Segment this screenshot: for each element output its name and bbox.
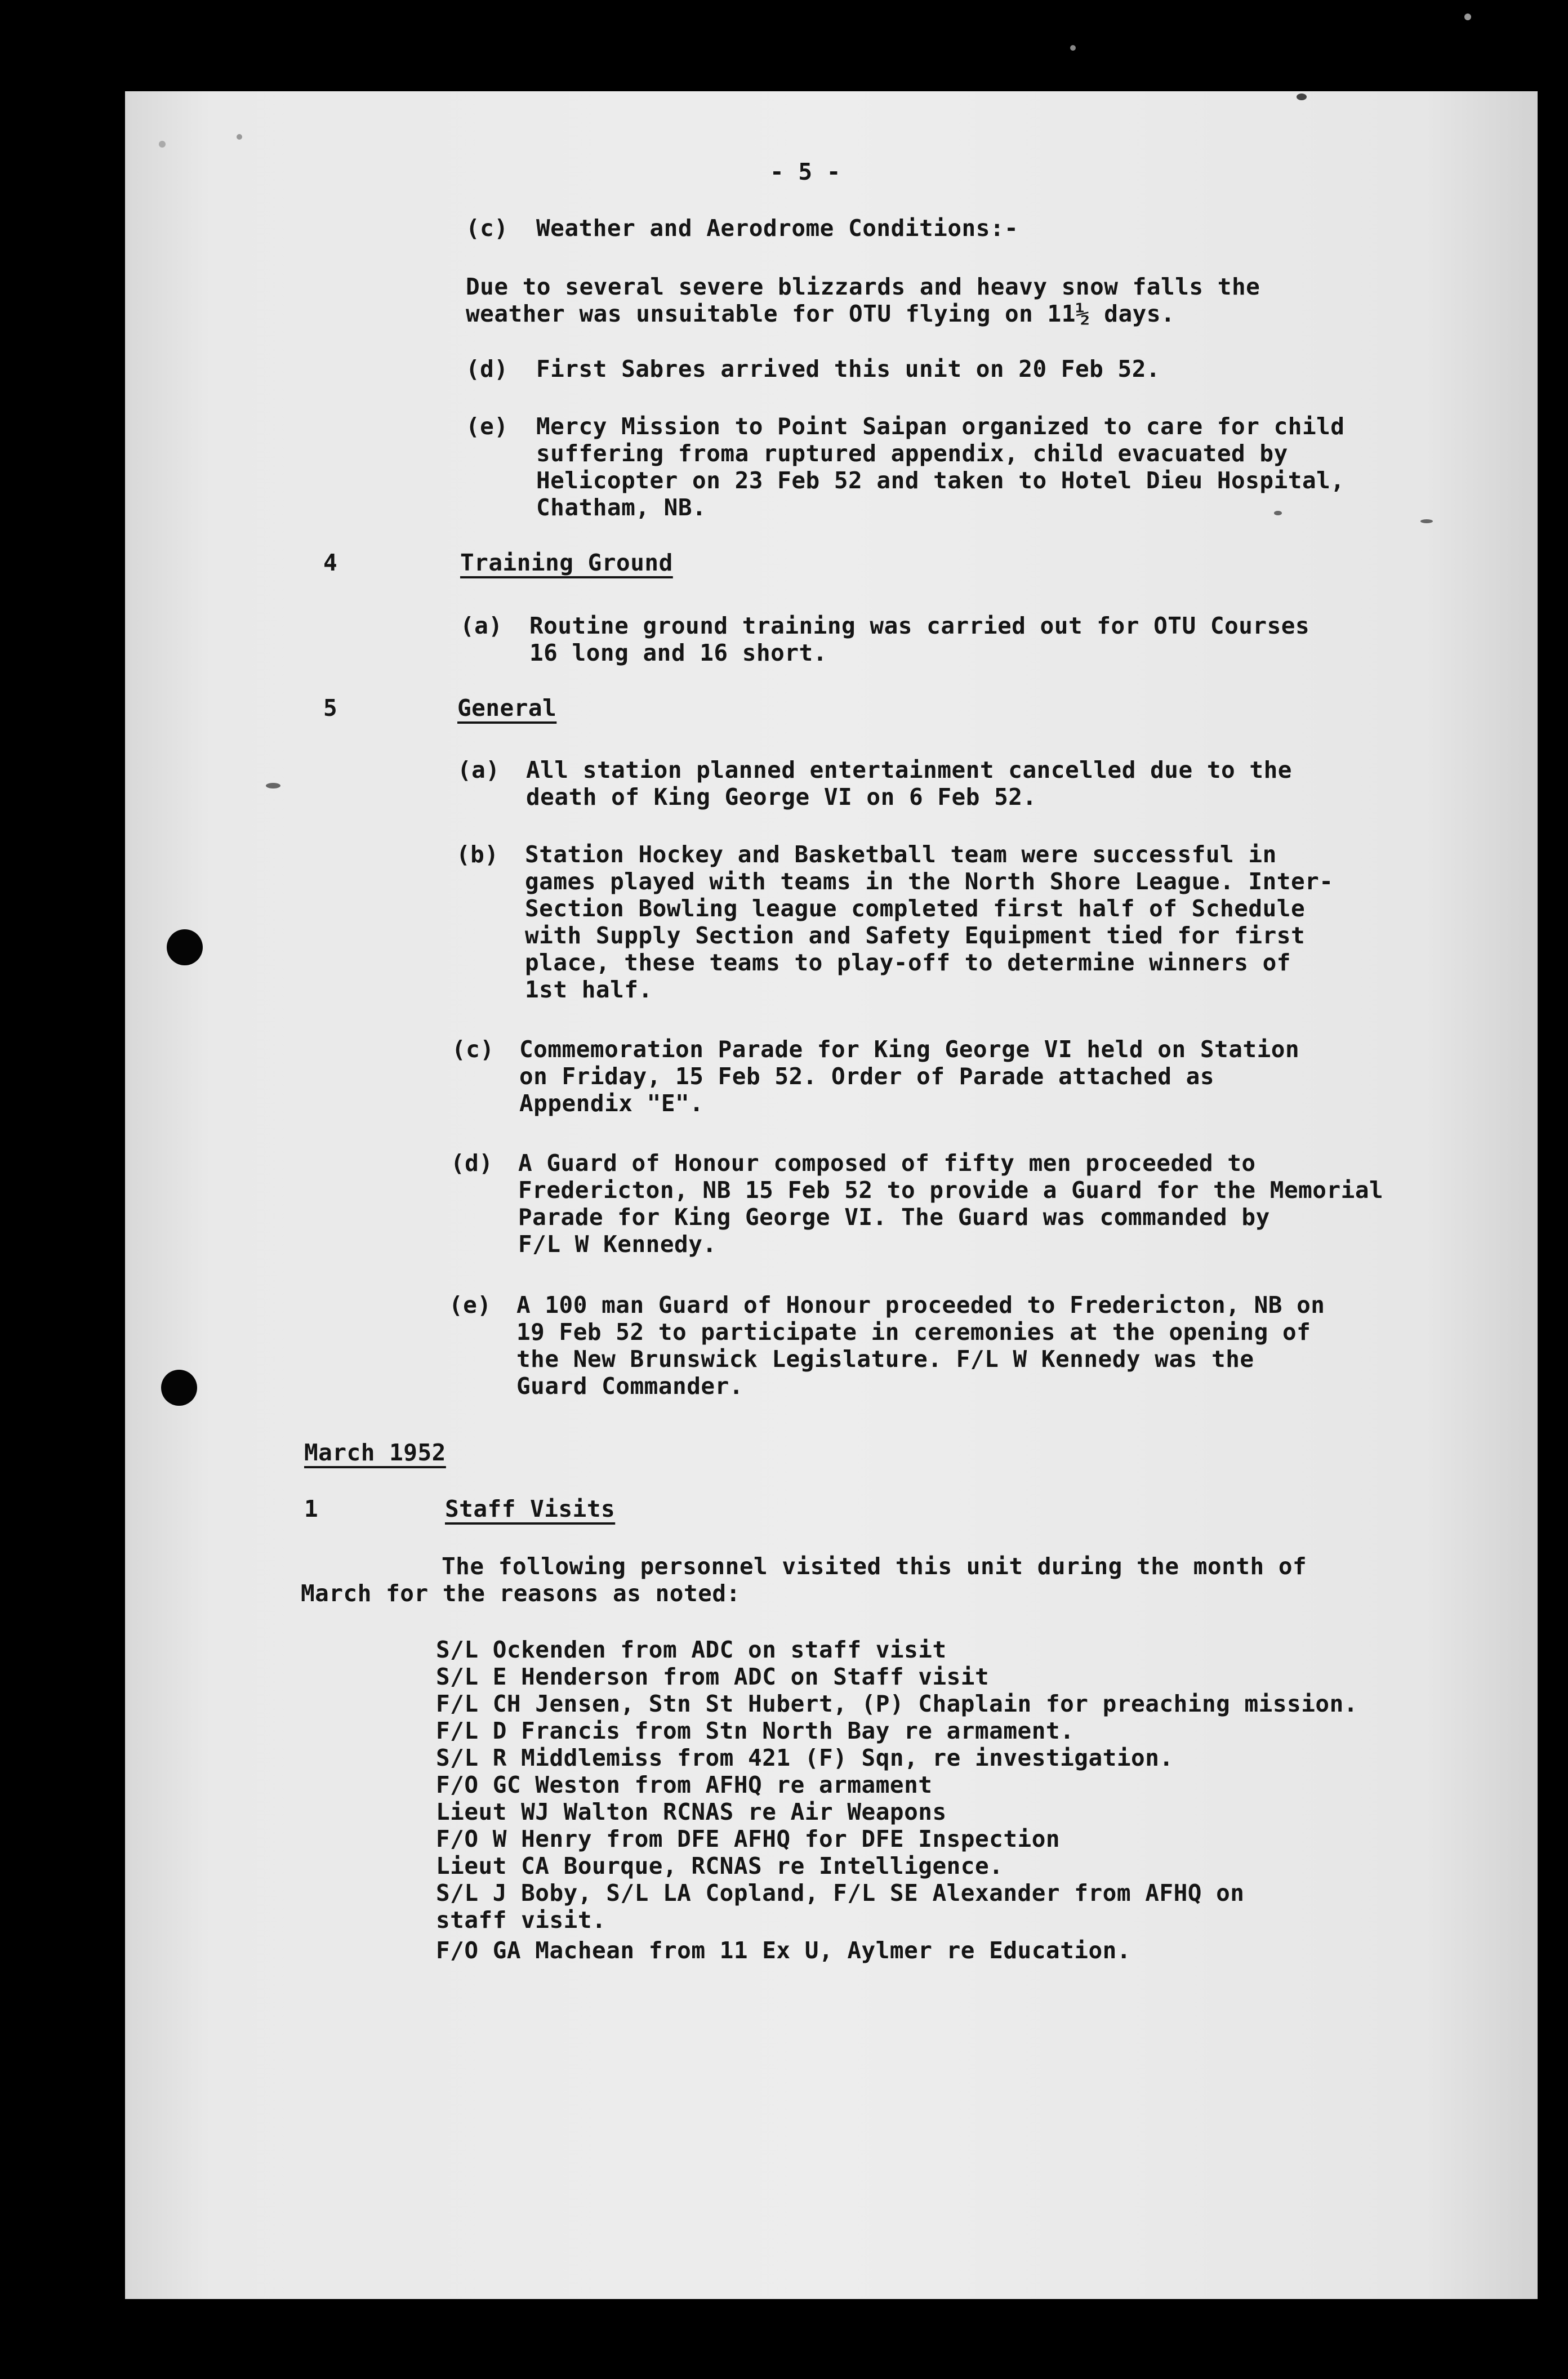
item-line: Fredericton, NB 15 Feb 52 to provide a Guard for the Memorial xyxy=(518,1177,1384,1204)
item-label: (d) xyxy=(466,355,509,382)
item-line: place, these teams to play-off to determine winners of xyxy=(525,949,1291,976)
item-line: First Sabres arrived this unit on 20 Feb 52. xyxy=(536,355,1161,382)
item-line: games played with teams in the North Shore League. Inter- xyxy=(525,868,1334,895)
item-line: suffering froma ruptured appendix, child evacuated by xyxy=(536,440,1288,467)
border-speck xyxy=(159,141,166,148)
visit-entry: F/O W Henry from DFE AFHQ for DFE Inspection xyxy=(436,1825,1061,1852)
item-line: A 100 man Guard of Honour proceeded to Fredericton, NB on xyxy=(516,1291,1325,1318)
item-label: (e) xyxy=(449,1291,492,1318)
paper-speck xyxy=(1420,519,1433,523)
item-label: (b) xyxy=(456,841,499,868)
punch-hole xyxy=(167,929,203,965)
paper-speck xyxy=(266,783,280,788)
section-heading-training-ground: Training Ground xyxy=(460,549,673,576)
section-number: 1 xyxy=(304,1495,319,1522)
border-speck xyxy=(1464,14,1471,20)
item-line: the New Brunswick Legislature. F/L W Kennedy was the xyxy=(516,1346,1254,1373)
item-line: 16 long and 16 short. xyxy=(529,639,827,666)
border-speck xyxy=(1070,45,1076,51)
item-line: Parade for King George VI. The Guard was commanded by xyxy=(518,1204,1270,1231)
section-heading-general: General xyxy=(457,694,557,721)
visit-entry: F/O GC Weston from AFHQ re armament xyxy=(436,1771,933,1798)
paragraph-line: March for the reasons as noted: xyxy=(301,1580,741,1607)
section-heading-staff-visits: Staff Visits xyxy=(445,1495,616,1522)
item-line: Guard Commander. xyxy=(516,1373,743,1400)
item-label: (d) xyxy=(451,1150,493,1177)
paper-speck xyxy=(1274,511,1282,515)
visit-entry: S/L J Boby, S/L LA Copland, F/L SE Alexander from AFHQ on xyxy=(436,1879,1245,1906)
page-number: - 5 - xyxy=(770,158,841,185)
visit-entry: Lieut CA Bourque, RCNAS re Intelligence. xyxy=(436,1852,1004,1879)
paragraph-line: Due to several severe blizzards and heavy snow falls the xyxy=(466,273,1260,300)
visit-entry: S/L E Henderson from ADC on Staff visit xyxy=(436,1663,990,1690)
visit-entry: F/O GA Machean from 11 Ex U, Aylmer re Education. xyxy=(436,1937,1132,1964)
item-line: Commemoration Parade for King George VI held on Station xyxy=(519,1036,1300,1063)
item-line: Station Hockey and Basketball team were successful in xyxy=(525,841,1277,868)
visit-entry: F/L CH Jensen, Stn St Hubert, (P) Chaplain for preaching mission. xyxy=(436,1690,1358,1717)
paper-speck xyxy=(1297,93,1307,100)
item-line: Routine ground training was carried out for OTU Courses xyxy=(529,612,1310,639)
item-line: with Supply Section and Safety Equipment tied for first xyxy=(525,922,1306,949)
document-page xyxy=(125,91,1538,2299)
item-line: Mercy Mission to Point Saipan organized to care for child xyxy=(536,413,1345,440)
paragraph-line: The following personnel visited this unit during the month of xyxy=(442,1553,1307,1580)
month-heading: March 1952 xyxy=(304,1439,446,1466)
paragraph-line: weather was unsuitable for OTU flying on 11½ days. xyxy=(466,300,1175,327)
visit-entry: S/L Ockenden from ADC on staff visit xyxy=(436,1636,947,1663)
item-label: (a) xyxy=(457,756,500,783)
item-line: Appendix "E". xyxy=(519,1090,704,1117)
item-line: on Friday, 15 Feb 52. Order of Parade attached as xyxy=(519,1063,1215,1090)
border-speck xyxy=(237,134,242,140)
item-label: (a) xyxy=(460,612,503,639)
item-label: (c) xyxy=(452,1036,495,1063)
item-line: death of King George VI on 6 Feb 52. xyxy=(526,783,1037,810)
item-label: (c) xyxy=(466,215,509,242)
item-line: Section Bowling league completed first half of Schedule xyxy=(525,895,1306,922)
item-line: 1st half. xyxy=(525,976,653,1003)
item-line: F/L W Kennedy. xyxy=(518,1231,717,1258)
visit-entry: S/L R Middlemiss from 421 (F) Sqn, re investigation. xyxy=(436,1744,1174,1771)
section-number: 4 xyxy=(323,549,338,576)
item-line: 19 Feb 52 to participate in ceremonies at the opening of xyxy=(516,1318,1311,1346)
punch-hole xyxy=(161,1370,197,1406)
item-line: Chatham, NB. xyxy=(536,494,707,521)
section-title: Weather and Aerodrome Conditions:- xyxy=(536,215,1019,242)
item-line: Helicopter on 23 Feb 52 and taken to Hotel Dieu Hospital, xyxy=(536,467,1345,494)
item-line: All station planned entertainment cancelled due to the xyxy=(526,756,1292,783)
visit-entry: Lieut WJ Walton RCNAS re Air Weapons xyxy=(436,1798,947,1825)
item-line: A Guard of Honour composed of fifty men proceeded to xyxy=(518,1150,1256,1177)
item-label: (e) xyxy=(466,413,509,440)
visit-entry: F/L D Francis from Stn North Bay re armament. xyxy=(436,1717,1075,1744)
section-number: 5 xyxy=(323,694,338,721)
visit-entry: staff visit. xyxy=(436,1906,607,1934)
